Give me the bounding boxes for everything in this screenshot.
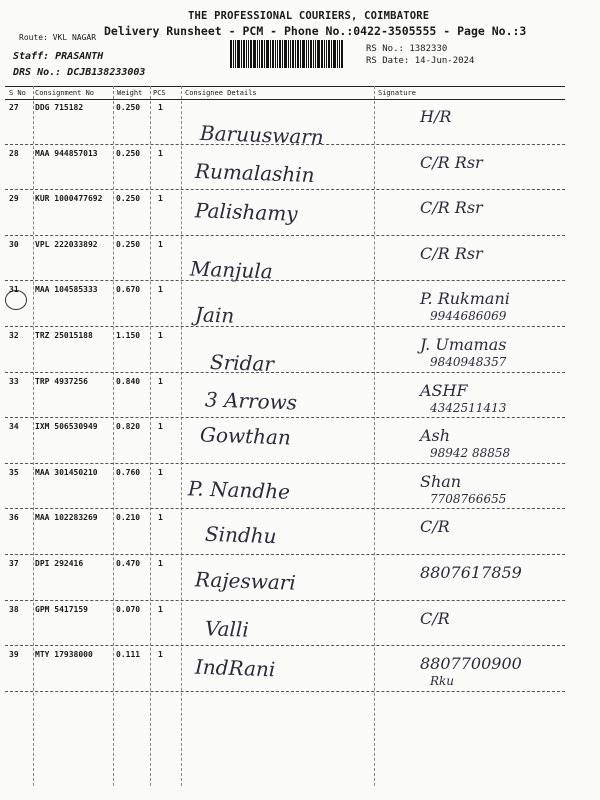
row-consignment-no: MAA 102283269	[35, 513, 98, 523]
row-divider	[5, 463, 565, 464]
row-divider	[5, 645, 565, 646]
row-divider	[5, 600, 565, 601]
row-consignee-handwritten: Manjula	[189, 256, 274, 284]
row-divider	[5, 235, 565, 236]
row-sno: 37	[9, 559, 19, 568]
row-weight: 1.150	[116, 331, 141, 340]
row-sno: 33	[9, 376, 19, 386]
row-signature-handwritten: P. Rukmani	[420, 289, 510, 309]
column-divider	[150, 86, 151, 786]
row-consignment-no: DPI 292416	[35, 559, 84, 568]
row-signature-phone: 7708766655	[430, 491, 507, 506]
row-weight: 0.250	[116, 148, 141, 158]
row-consignee-handwritten: Palishamy	[194, 198, 298, 226]
row-pcs: 1	[158, 285, 163, 295]
row-divider	[5, 508, 565, 509]
row-signature-phone: 9944686069	[430, 309, 507, 324]
row-divider	[5, 144, 565, 145]
runsheet-subtitle: Delivery Runsheet - PCM - Phone No.:0422-3505555 - Page No.:3	[104, 24, 527, 38]
col-header-pcs: PCS	[153, 89, 166, 97]
row-sno: 30	[9, 239, 19, 249]
row-consignment-no: DDG 715182	[35, 103, 84, 112]
row-signature-handwritten: 8807700900	[420, 654, 522, 674]
row-divider	[5, 417, 565, 418]
row-signature-handwritten: J. Umamas	[420, 335, 507, 354]
row-weight: 0.111	[116, 650, 141, 660]
column-divider	[374, 86, 375, 786]
staff-label: Staff: PRASANTH	[13, 51, 104, 62]
row-consignment-no: TRZ 25015188	[35, 331, 93, 340]
row-sno: 32	[9, 331, 19, 340]
row-consignee-handwritten: Sridar	[209, 349, 275, 377]
rs-number: RS No.: 1382330	[366, 44, 448, 54]
row-consignee-handwritten: IndRani	[194, 654, 276, 682]
row-pcs: 1	[158, 194, 163, 204]
row-sno: 31	[9, 285, 19, 295]
company-name: THE PROFESSIONAL COURIERS, COIMBATORE	[188, 10, 430, 22]
row-divider	[5, 554, 565, 555]
header-top-rule	[5, 86, 565, 87]
rs-date: RS Date: 14-Jun-2024	[366, 56, 475, 66]
row-weight: 0.840	[116, 376, 141, 386]
row-signature-handwritten: C/R	[420, 608, 450, 628]
row-signature-handwritten: C/R Rsr	[420, 152, 483, 172]
row-signature-phone: 9840948357	[430, 355, 507, 369]
row-signature-handwritten: C/R Rsr	[420, 243, 483, 263]
route-label: Route: VKL NAGAR	[19, 33, 97, 42]
row-consignment-no: TRP 4937256	[35, 376, 88, 386]
row-divider	[5, 691, 565, 692]
row-consignee-handwritten: Jain	[194, 302, 235, 329]
row-divider	[5, 326, 565, 327]
row-pcs: 1	[158, 422, 163, 432]
row-weight: 0.250	[116, 103, 141, 112]
row-divider	[5, 372, 565, 373]
row-consignee-handwritten: Valli	[204, 615, 250, 642]
col-header-signature: Signature	[378, 89, 416, 97]
column-divider	[113, 86, 114, 786]
row-weight: 0.760	[116, 467, 141, 477]
row-consignee-handwritten: Rajeswari	[194, 567, 297, 595]
column-divider	[33, 86, 34, 786]
row-consignment-no: MAA 944857013	[35, 148, 98, 158]
drs-number: DRS No.: DCJB138233003	[13, 67, 146, 78]
row-signature-phone: 4342511413	[430, 400, 507, 415]
row-sno: 34	[9, 422, 19, 432]
row-consignment-no: VPL 222033892	[35, 239, 98, 249]
row-sno: 39	[9, 650, 19, 660]
row-sno: 27	[9, 103, 19, 112]
row-weight: 0.250	[116, 239, 141, 249]
row-pcs: 1	[158, 148, 163, 158]
header-bottom-rule	[5, 99, 565, 100]
row-pcs: 1	[158, 604, 163, 614]
row-pcs: 1	[158, 239, 163, 249]
row-pcs: 1	[158, 467, 163, 477]
row-weight: 0.210	[116, 513, 141, 523]
row-consignee-handwritten: 3 Arrows	[204, 386, 298, 415]
col-header-weight: Weight	[117, 89, 143, 97]
row-pcs: 1	[158, 513, 163, 523]
col-header-consignee: Consignee Details	[185, 89, 257, 97]
row-pcs: 1	[158, 331, 163, 340]
row-divider	[5, 189, 565, 190]
row-consignee-handwritten: Baruuswarn	[199, 120, 325, 150]
row-signature-handwritten: C/R	[420, 517, 450, 537]
row-pcs: 1	[158, 559, 163, 568]
row-divider	[5, 280, 565, 281]
row-pcs: 1	[158, 650, 163, 660]
row-consignment-no: MTY 17938000	[35, 650, 93, 660]
row-consignee-handwritten: Gowthan	[199, 422, 292, 450]
row-signature-phone: Rku	[430, 674, 455, 689]
row-consignment-no: GPM 5417159	[35, 604, 88, 614]
row-sno: 28	[9, 148, 19, 158]
row-weight: 0.670	[116, 285, 141, 295]
row-consignment-no: MAA 104585333	[35, 285, 98, 295]
column-divider	[181, 86, 182, 786]
row-signature-phone: 98942 88858	[430, 446, 511, 461]
row-sno: 35	[9, 467, 19, 477]
row-consignee-handwritten: Rumalashin	[194, 158, 315, 187]
row-weight: 0.070	[116, 604, 141, 614]
row-signature-handwritten: C/R Rsr	[420, 198, 483, 218]
row-sno: 36	[9, 513, 19, 523]
row-consignment-no: MAA 301450210	[35, 467, 98, 477]
row-consignee-handwritten: Sindhu	[204, 522, 277, 549]
col-header-consignment: Consignment No	[35, 89, 95, 97]
row-signature-handwritten: Ash	[420, 426, 451, 446]
row-consignment-no: IXM 506530949	[35, 422, 98, 432]
row-weight: 0.820	[116, 422, 141, 432]
row-signature-handwritten: H/R	[420, 107, 452, 126]
row-sno: 29	[9, 194, 19, 204]
row-pcs: 1	[158, 103, 163, 112]
row-weight: 0.470	[116, 559, 141, 568]
barcode-icon	[230, 40, 356, 68]
row-sno: 38	[9, 604, 19, 614]
row-consignment-no: KUR 1000477692	[35, 194, 103, 204]
row-pcs: 1	[158, 376, 163, 386]
row-signature-handwritten: Shan	[420, 471, 462, 491]
row-signature-handwritten: 8807617859	[420, 563, 522, 582]
row-weight: 0.250	[116, 194, 141, 204]
row-consignee-handwritten: P. Nandhe	[187, 476, 291, 504]
row-signature-handwritten: ASHF	[420, 380, 468, 400]
col-header-sno: S No	[9, 89, 26, 97]
